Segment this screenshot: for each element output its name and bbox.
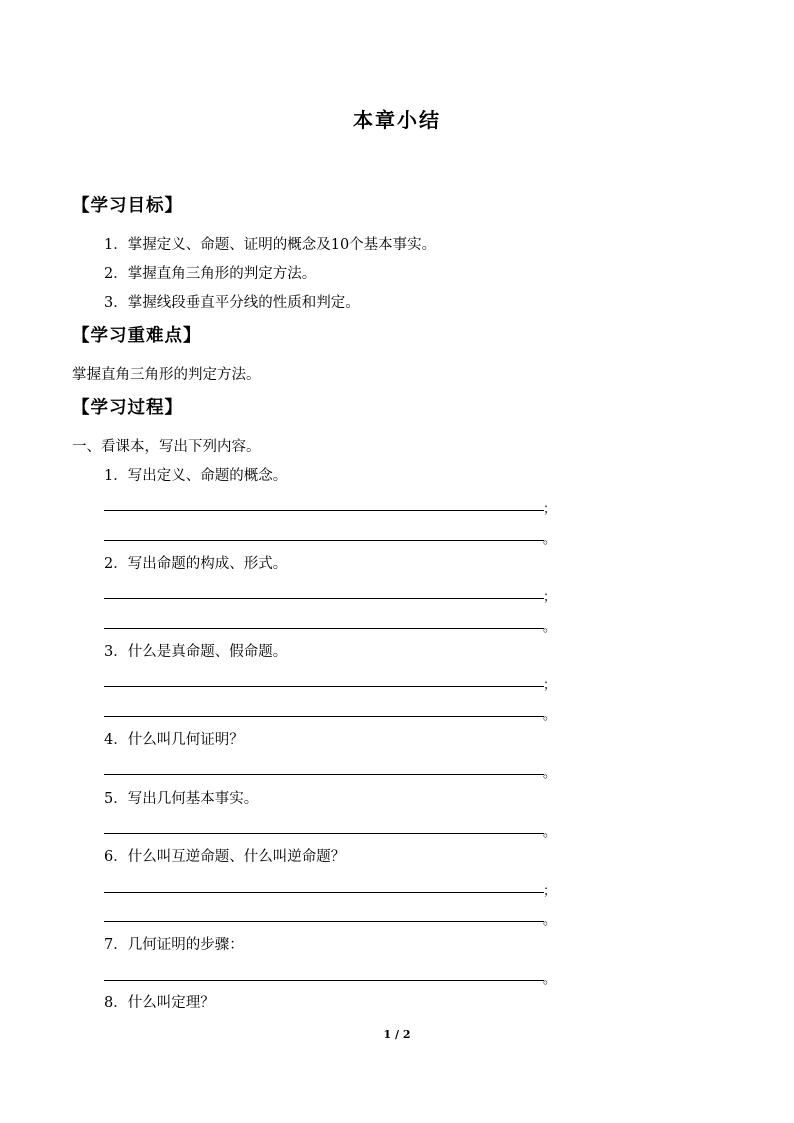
answer-blank-line[interactable] — [104, 833, 544, 834]
blank-punctuation: 。 — [543, 708, 557, 723]
blank-punctuation: 。 — [543, 532, 557, 547]
key-points-heading: 【学习重难点】 — [72, 326, 202, 346]
answer-blank-line[interactable] — [104, 686, 544, 687]
objectives-heading: 【学习目标】 — [72, 196, 183, 216]
blank-punctuation: ； — [543, 678, 557, 693]
page-number: 1 / 2 — [383, 1028, 411, 1041]
question-3: 3．什么是真命题、假命题。 — [104, 644, 288, 660]
blank-punctuation: 。 — [543, 620, 557, 635]
answer-blank-line[interactable] — [104, 921, 544, 922]
answer-blank-line[interactable] — [104, 628, 544, 629]
part1-intro: 一、看课本，写出下列内容。 — [72, 439, 261, 455]
key-points-text: 掌握直角三角形的判定方法。 — [72, 367, 261, 383]
page-title: 本章小结 — [353, 108, 441, 132]
objective-item-3: 3．掌握线段垂直平分线的性质和判定。 — [104, 295, 360, 311]
answer-blank-line[interactable] — [104, 598, 544, 599]
answer-blank-line[interactable] — [104, 980, 544, 981]
question-4: 4．什么叫几何证明？ — [104, 732, 244, 748]
objective-item-2: 2．掌握直角三角形的判定方法。 — [104, 266, 317, 282]
blank-punctuation: 。 — [543, 913, 557, 928]
answer-blank-line[interactable] — [104, 510, 544, 511]
question-7: 7．几何证明的步骤： — [104, 937, 244, 953]
answer-blank-line[interactable] — [104, 774, 544, 775]
question-6: 6．什么叫互逆命题、什么叫逆命题？ — [104, 849, 346, 865]
blank-punctuation: ； — [543, 590, 557, 605]
blank-punctuation: 。 — [543, 766, 557, 781]
answer-blank-line[interactable] — [104, 892, 544, 893]
answer-blank-line[interactable] — [104, 716, 544, 717]
answer-blank-line[interactable] — [104, 540, 544, 541]
question-1: 1．写出定义、命题的概念。 — [104, 468, 288, 484]
blank-punctuation: ； — [543, 884, 557, 899]
question-5: 5．写出几何基本事实。 — [104, 791, 259, 807]
blank-punctuation: ； — [543, 502, 557, 517]
question-8: 8．什么叫定理？ — [104, 995, 215, 1011]
process-heading: 【学习过程】 — [72, 398, 183, 418]
blank-punctuation: 。 — [543, 972, 557, 987]
objective-item-1: 1．掌握定义、命题、证明的概念及10个基本事实。 — [104, 237, 437, 253]
blank-punctuation: 。 — [543, 825, 557, 840]
question-2: 2．写出命题的构成、形式。 — [104, 556, 288, 572]
